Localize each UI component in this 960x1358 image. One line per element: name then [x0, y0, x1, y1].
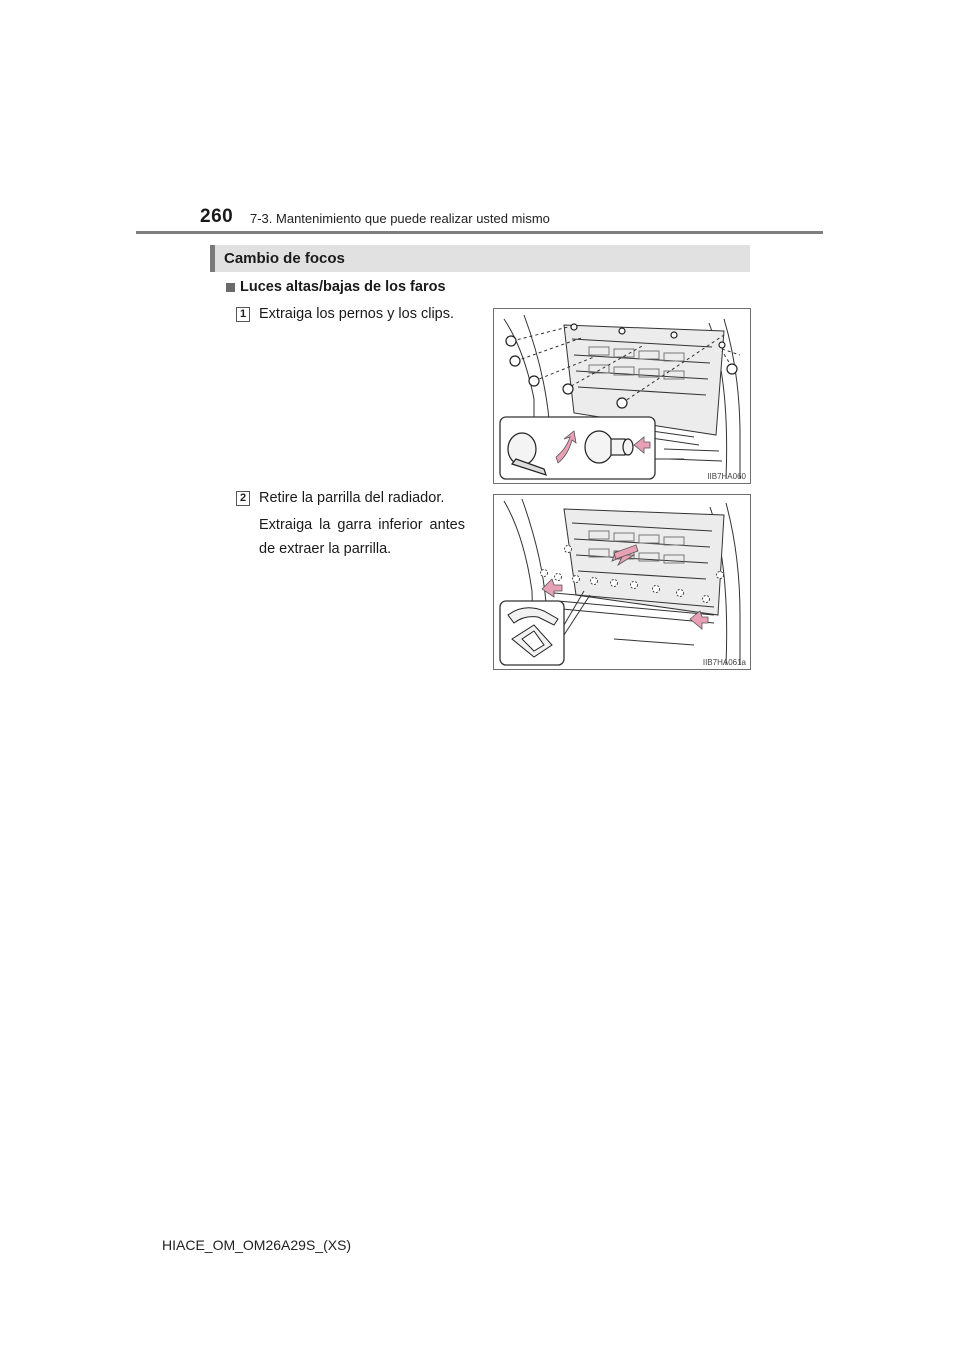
- step-number-2: 2: [236, 491, 250, 506]
- grille-removal-illustration: [494, 495, 750, 669]
- chapter-header: 7-3. Mantenimiento que puede realizar usted mismo: [250, 211, 550, 226]
- section-heading-bar: [210, 245, 750, 272]
- figure-bolts-clips: [493, 308, 751, 484]
- step-2-note: Extraiga la garra inferior antes de extraer la parrilla.: [259, 517, 465, 557]
- grille-bolts-illustration: [494, 309, 750, 483]
- step-number-1: 1: [236, 307, 250, 322]
- figure-code: IIB7HA060: [707, 472, 746, 481]
- figure-grille-removal: [493, 494, 751, 670]
- header-rule: [136, 231, 823, 234]
- step-2-text: Retire la parrilla del radiador.: [259, 490, 445, 506]
- page-number: 260: [200, 206, 234, 227]
- section-accent: [210, 245, 215, 272]
- subheading: [226, 279, 446, 295]
- subheading-text: Luces altas/bajas de los faros: [240, 279, 446, 295]
- figure-code: IIB7HA061a: [702, 658, 746, 667]
- step-1-text: Extraiga los pernos y los clips.: [259, 306, 455, 322]
- footer-doc-code: HIACE_OM_OM26A29S_(XS): [162, 1237, 352, 1253]
- section-title: Cambio de focos: [224, 250, 345, 267]
- square-bullet-icon: [226, 283, 235, 292]
